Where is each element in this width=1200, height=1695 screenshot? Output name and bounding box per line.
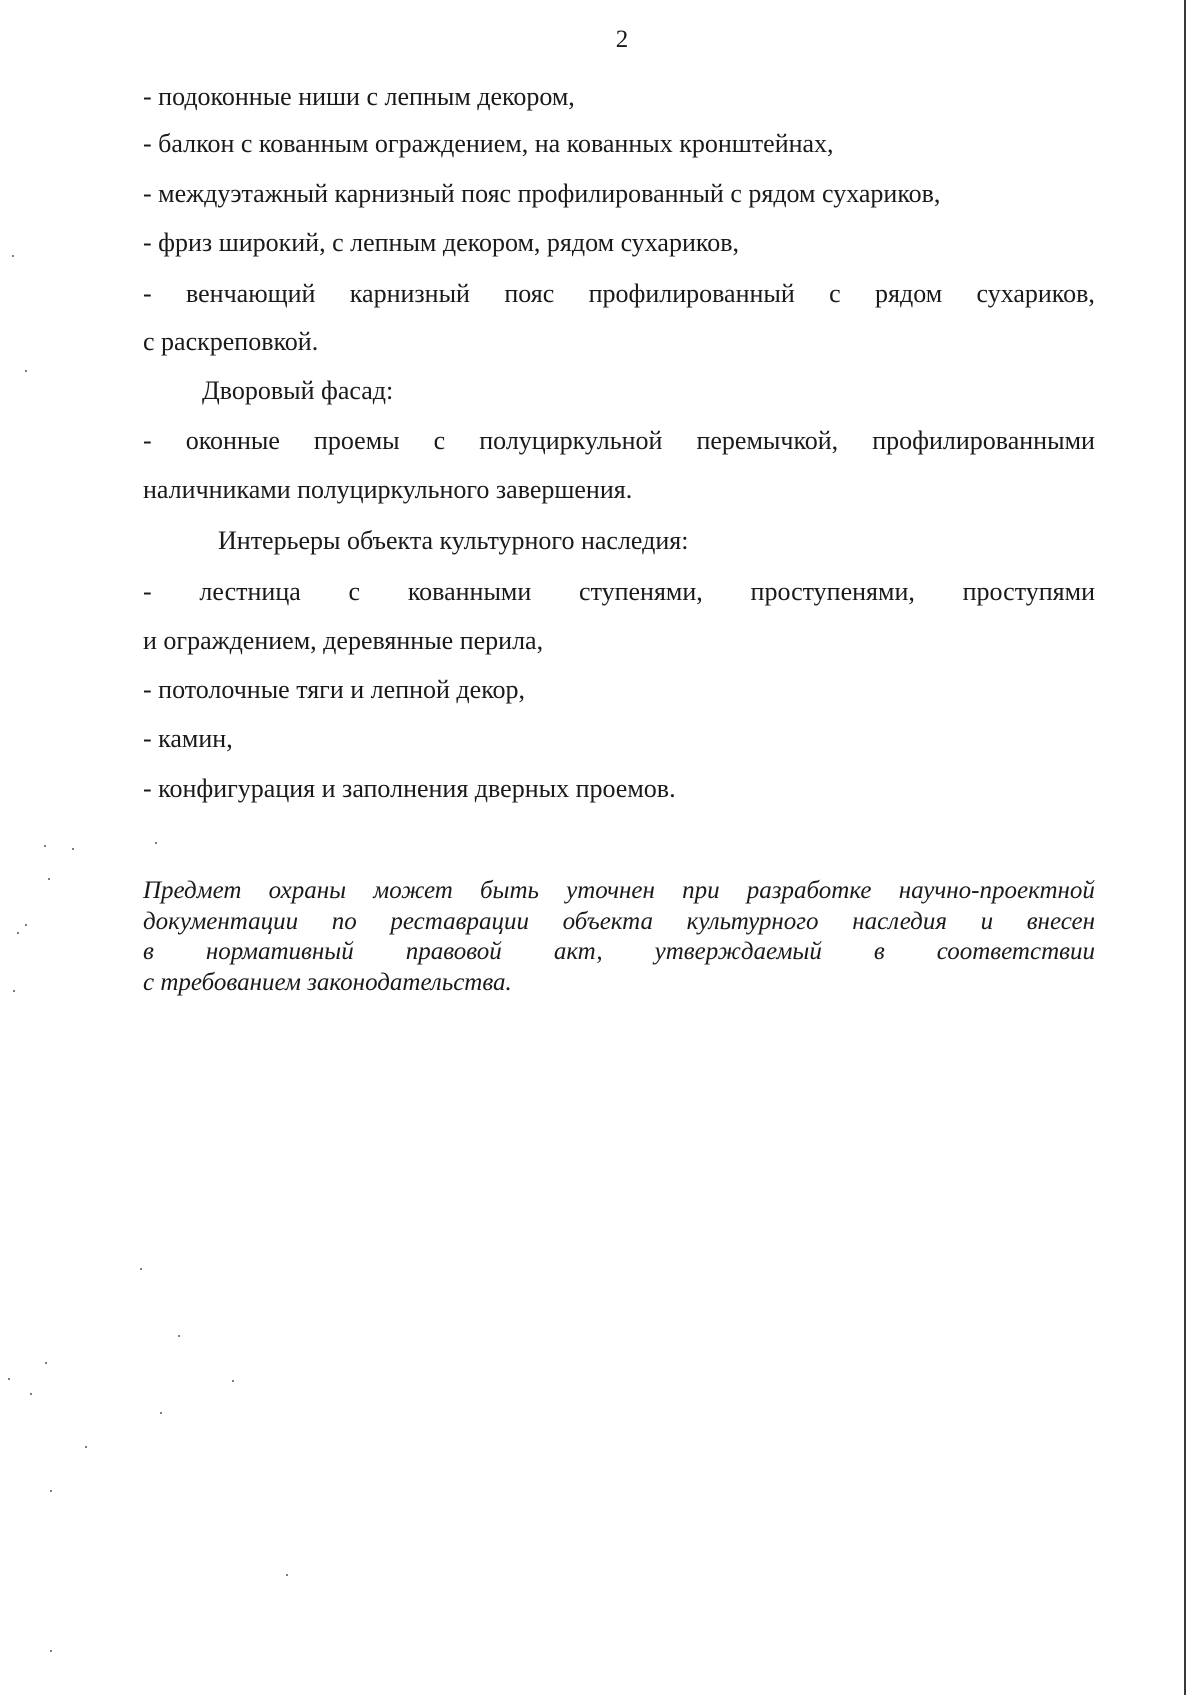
scan-speck xyxy=(45,1362,47,1364)
word: охраны xyxy=(268,877,347,904)
scan-speck xyxy=(155,842,157,844)
list-item-continuation: наличниками полуциркульного завершения. xyxy=(143,475,633,504)
word: по xyxy=(331,908,357,935)
list-item: - балкон с кованным ограждением, на кованных кронштейнах, xyxy=(143,129,834,158)
scan-speck xyxy=(232,1380,234,1382)
note-line xyxy=(143,876,1095,906)
scan-speck xyxy=(25,370,27,372)
scan-speck xyxy=(44,845,46,847)
word: профилированный xyxy=(588,279,795,308)
list-item: - междуэтажный карнизный пояс профилированный с рядом сухариков, xyxy=(143,179,941,208)
scan-speck xyxy=(25,924,27,926)
word: кованными xyxy=(407,577,532,606)
scan-speck xyxy=(13,990,15,992)
word: профилированными xyxy=(872,426,1095,455)
word: утверждаемый xyxy=(654,938,822,965)
word: Предмет xyxy=(143,877,242,904)
word: внесен xyxy=(1026,908,1095,935)
word: ступенями, xyxy=(579,577,703,606)
word: реставрации xyxy=(390,908,529,935)
word: с xyxy=(829,279,841,308)
section-heading-courtyard: Дворовый фасад: xyxy=(202,376,394,405)
scan-edge-line xyxy=(1184,0,1186,1695)
scan-speck xyxy=(8,1378,10,1380)
word: культурного xyxy=(686,908,819,935)
list-item-continuation: и ограждением, деревянные перила, xyxy=(143,626,544,655)
list-item: - подоконные ниши с лепным декором, xyxy=(143,82,575,111)
note-line xyxy=(143,907,1095,937)
word: объекта xyxy=(562,908,654,935)
word: - xyxy=(143,577,152,606)
scan-speck xyxy=(50,1490,52,1492)
word: проступями xyxy=(962,577,1095,606)
list-item-justified xyxy=(143,426,1095,456)
note-line xyxy=(143,937,1095,967)
scan-speck xyxy=(72,848,74,850)
word: правовой xyxy=(405,938,502,965)
list-item-justified xyxy=(143,577,1095,607)
section-heading-interiors: Интерьеры объекта культурного наследия: xyxy=(218,526,689,555)
word: и xyxy=(980,908,994,935)
word: при xyxy=(682,877,720,904)
scan-speck xyxy=(30,1393,32,1395)
word: нормативный xyxy=(205,938,354,965)
word: оконные xyxy=(185,426,280,455)
word: проемы xyxy=(313,426,400,455)
scan-speck xyxy=(12,255,14,257)
page-number: 2 xyxy=(615,26,629,53)
list-item: - потолочные тяги и лепной декор, xyxy=(143,675,526,704)
word: в xyxy=(143,938,154,965)
word: пояс xyxy=(504,279,555,308)
list-item-justified xyxy=(143,279,1095,309)
list-item-continuation: с раскреповкой. xyxy=(143,327,319,356)
word: - xyxy=(143,279,152,308)
word: соответствии xyxy=(936,938,1095,965)
scan-speck xyxy=(85,1446,87,1448)
scan-speck xyxy=(140,1268,142,1270)
word: лестница xyxy=(199,577,301,606)
word: документации xyxy=(143,908,299,935)
scan-speck xyxy=(160,1412,162,1414)
scan-speck xyxy=(286,1574,288,1576)
scan-speck xyxy=(178,1335,180,1337)
word: карнизный xyxy=(349,279,470,308)
list-item: - фриз широкий, с лепным декором, рядом сухариков, xyxy=(143,228,739,257)
word: может xyxy=(373,877,453,904)
scan-speck xyxy=(17,932,19,934)
scan-speck xyxy=(48,878,50,880)
word: уточнен xyxy=(566,877,655,904)
word: рядом xyxy=(875,279,943,308)
word: акт, xyxy=(553,938,603,965)
word: полуциркульной xyxy=(479,426,663,455)
scan-speck xyxy=(50,1650,52,1652)
word: венчающий xyxy=(186,279,316,308)
list-item: - конфигурация и заполнения дверных проемов. xyxy=(143,774,676,803)
word: перемычкой, xyxy=(696,426,839,455)
word: проступенями, xyxy=(750,577,915,606)
word: научно-проектной xyxy=(898,877,1095,904)
word: наследия xyxy=(852,908,947,935)
word: быть xyxy=(479,877,539,904)
word: в xyxy=(873,938,885,965)
list-item: - камин, xyxy=(143,724,233,753)
word: сухариков, xyxy=(976,279,1095,308)
word: - xyxy=(143,426,152,455)
word: разработке xyxy=(746,877,872,904)
word: с xyxy=(348,577,361,606)
word: с xyxy=(433,426,446,455)
note-line: с требованием законодательства. xyxy=(143,969,512,996)
